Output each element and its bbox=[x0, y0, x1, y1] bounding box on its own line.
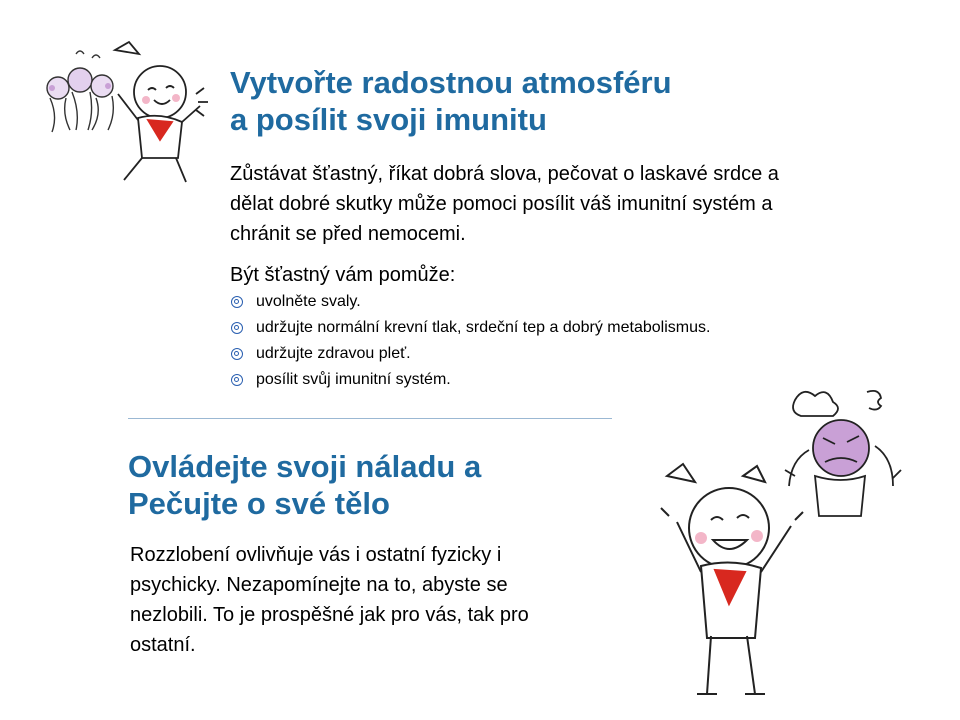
heading-line: Vytvořte radostnou atmosféru bbox=[230, 65, 672, 100]
immunity-paragraph bbox=[230, 159, 900, 249]
double-circle-bullet-icon bbox=[231, 296, 243, 308]
happy-cartoon-kid-icon bbox=[20, 36, 220, 186]
happy-and-angry-cartoon-kids-icon bbox=[645, 380, 915, 710]
paragraph-line: nezlobili. To je prospěšné jak pro vás, tak pro bbox=[130, 604, 529, 626]
paragraph-line: dělat dobré skutky může pomoci posílit váš imunitní systém a bbox=[230, 193, 773, 215]
list-item-text: posílit svůj imunitní systém. bbox=[256, 371, 451, 388]
list-item-text: udržujte zdravou pleť. bbox=[256, 345, 411, 362]
benefits-intro: Být šťastný vám pomůže: bbox=[230, 264, 456, 286]
benefits-list bbox=[230, 289, 710, 393]
paragraph-line: Zůstávat šťastný, říkat dobrá slova, pečovat o laskavé srdce a bbox=[230, 163, 779, 185]
paragraph-line: ostatní. bbox=[130, 634, 196, 656]
double-circle-bullet-icon bbox=[231, 348, 243, 360]
section-heading-joyful-atmosphere bbox=[230, 64, 672, 138]
list-item-text: uvolněte svaly. bbox=[256, 293, 361, 310]
section-divider bbox=[128, 418, 612, 419]
heading-line: Pečujte o své tělo bbox=[128, 486, 390, 521]
list-item bbox=[230, 341, 710, 367]
double-circle-bullet-icon bbox=[231, 374, 243, 386]
list-item bbox=[230, 367, 710, 393]
paragraph-line: Rozzlobení ovlivňuje vás i ostatní fyzicky i bbox=[130, 544, 502, 566]
list-item bbox=[230, 289, 710, 315]
heading-line: a posílit svoji imunitu bbox=[230, 102, 547, 137]
heading-line: Ovládejte svoji náladu a bbox=[128, 449, 482, 484]
paragraph-line: psychicky. Nezapomínejte na to, abyste se bbox=[130, 574, 508, 596]
list-item-text: udržujte normální krevní tlak, srdeční tep a dobrý metabolismus. bbox=[256, 319, 711, 336]
list-item bbox=[230, 315, 710, 341]
paragraph-line: chránit se před nemocemi. bbox=[230, 223, 466, 245]
section-heading-control-mood bbox=[128, 448, 481, 522]
double-circle-bullet-icon bbox=[231, 322, 243, 334]
anger-paragraph bbox=[130, 540, 630, 660]
